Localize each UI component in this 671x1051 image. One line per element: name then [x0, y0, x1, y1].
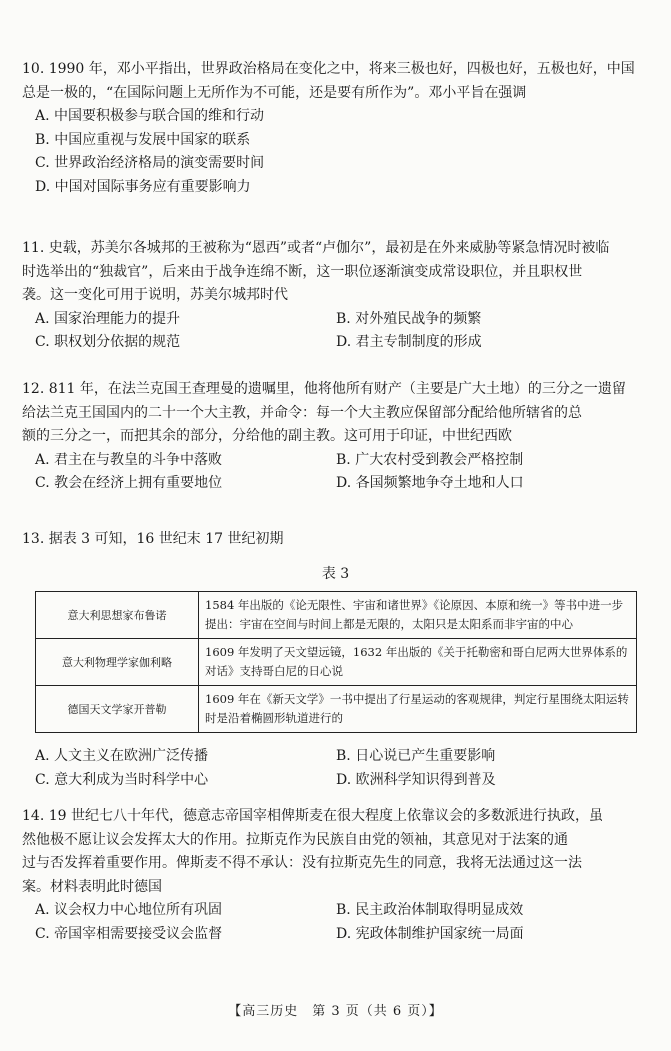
question-11-option-d: D. 君主专制制度的形成 — [336, 334, 482, 350]
question-10 — [22, 58, 652, 199]
question-13-option-d: D. 欧洲科学知识得到普及 — [336, 771, 496, 788]
question-11-option-b: B. 对外殖民战争的频繁 — [336, 310, 482, 327]
question-14-stem-line-4: 案。材料表明此时德国 — [22, 878, 162, 895]
question-11-stem-line-2: 时选举出的“独裁官”，后来由于战争连绵不断，这一职位逐渐演变成常设职位，并且职权世 — [22, 263, 583, 280]
table-cell-name: 德国天文学家开普勒 — [36, 686, 199, 733]
question-12-option-b: B. 广大农村受到教会严格控制 — [336, 451, 524, 468]
page-footer: 【高三历史 第 3 页（共 6 页）】 — [228, 1004, 443, 1019]
question-12-stem-line-3: 额的三分之一，而把其余的部分，分给他的副主教。这可用于印证，中世纪西欧 — [22, 428, 512, 444]
question-13-option-b: B. 日心说已产生重要影响 — [336, 748, 496, 764]
question-10-stem-line-2: 总是一极的，“在国际问题上无所作为不可能，还是要有所作为”。邓小平旨在强调 — [22, 84, 527, 101]
table-3-title: 表 3 — [321, 566, 350, 582]
table-row — [36, 592, 637, 639]
question-14 — [22, 805, 652, 946]
question-13-option-a: A. 人文主义在欧洲广泛传播 — [35, 748, 209, 764]
question-11-stem-line-3: 袭。这一变化可用于说明，苏美尔城邦时代 — [22, 287, 288, 303]
question-10-option-b: B. 中国应重视与发展中国家的联系 — [35, 131, 251, 148]
question-11-option-a: A. 国家治理能力的提升 — [35, 310, 181, 327]
table-cell-content: 1609 年发明了天文望远镜，1632 年出版的《关于托勒密和哥白尼两大世界体系的对话》支持哥白尼的日心说 — [199, 639, 637, 686]
question-10-option-d: D. 中国对国际事务应有重要影响力 — [35, 178, 251, 195]
question-11-stem-line-1: 11. 史载，苏美尔各城邦的王被称为“恩西”或者“卢伽尔”，最初是在外来威胁等紧急情况时被临 — [22, 240, 610, 256]
question-12-stem-line-1: 12. 811 年，在法兰克国王查理曼的遗嘱里，他将他所有财产（主要是广大土地）的三分之一遗留 — [22, 381, 626, 397]
question-12 — [22, 378, 652, 496]
question-10-option-a: A. 中国要积极参与联合国的维和行动 — [35, 108, 265, 124]
question-13-options — [22, 745, 652, 792]
question-10-option-c: C. 世界政治经济格局的演变需要时间 — [35, 155, 265, 171]
table-cell-content: 1609 年在《新天文学》一书中提出了行星运动的客观规律，判定行星围绕太阳运转时是沿着椭圆形轨道进行的 — [199, 686, 637, 733]
table-cell-name: 意大利物理学家伽利略 — [36, 639, 199, 686]
question-14-stem-line-3: 过与否发挥着重要作用。俾斯麦不得不承认：没有拉斯克先生的同意，我将无法通过这一法 — [22, 855, 582, 871]
question-14-option-b: B. 民主政治体制取得明显成效 — [336, 902, 524, 918]
table-row — [36, 639, 637, 686]
table-cell-name: 意大利思想家布鲁诺 — [36, 592, 199, 639]
table-cell-content: 1584 年出版的《论无限性、宇宙和诸世界》《论原因、本原和统一》等书中进一步提出：宇宙在空间与时间上都是无限的，太阳只是太阳系而非宇宙的中心 — [199, 592, 637, 639]
question-14-stem-line-2: 然他极不愿让议会发挥太大的作用。拉斯克作为民族自由党的领袖，其意见对于法案的通 — [22, 831, 568, 848]
question-13-stem — [22, 528, 652, 552]
question-14-stem-line-1: 14. 19 世纪七八十年代，德意志帝国宰相俾斯麦在很大程度上依靠议会的多数派进行执政，虽 — [22, 808, 603, 824]
question-12-option-d: D. 各国频繁地争夺土地和人口 — [336, 475, 524, 491]
question-12-stem-line-2: 给法兰克王国国内的二十一个大主教，并命令：每一个大主教应保留部分配给他所辖省的总 — [22, 404, 582, 421]
question-14-option-d: D. 宪政体制维护国家统一局面 — [336, 925, 524, 942]
question-10-stem-line-1: 10. 1990 年，邓小平指出，世界政治格局在变化之中，将来三极也好，四极也好，五极也好，中国 — [22, 61, 635, 77]
question-11 — [22, 237, 652, 355]
table-3 — [35, 591, 637, 733]
question-11-option-c: C. 职权划分依据的规范 — [35, 334, 181, 350]
question-14-option-c: C. 帝国宰相需要接受议会监督 — [35, 925, 223, 942]
question-12-option-a: A. 君主在与教皇的斗争中落败 — [35, 451, 223, 468]
table-row — [36, 686, 637, 733]
question-12-option-c: C. 教会在经济上拥有重要地位 — [35, 475, 223, 491]
question-13-stem-line: 13. 据表 3 可知，16 世纪末 17 世纪初期 — [22, 531, 284, 547]
question-14-option-a: A. 议会权力中心地位所有巩固 — [35, 902, 223, 918]
question-13-option-c: C. 意大利成为当时科学中心 — [35, 771, 209, 788]
